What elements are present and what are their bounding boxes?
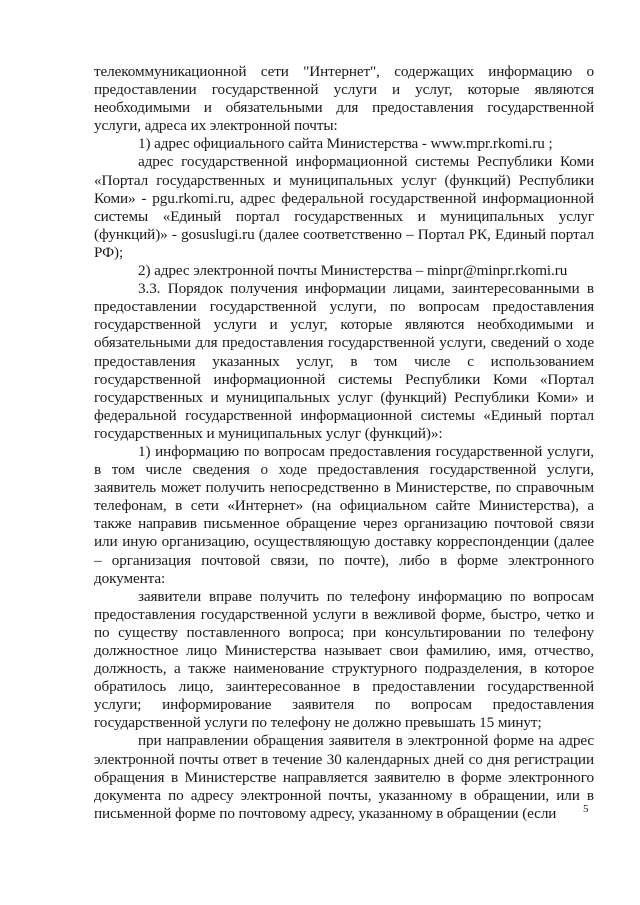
document-body bbox=[94, 63, 594, 823]
paragraph: заявители вправе получить по телефону информацию по вопросам предоставления государственной услуги в вежливой форме, быстро, четко и по существу поставленного вопроса; при консультировании по телефону должностное лицо Министерства называет свои фамилию, имя, отчество, должность, а также наименование структурного подразделения, в которое обратилось лицо, заинтересованное в предоставлении государственной услуги; информирование заявителя по вопросам предоставления государственной услуги по телефону не должно превышать 15 минут; bbox=[94, 587, 594, 732]
paragraph: 3.3. Порядок получения информации лицами, заинтересованными в предоставлении государственной услуги, по вопросам предоставления государственной услуги и услуг, которые являются необходимыми и обязательными для предоставления государственной услуги, сведений о ходе предоставления указанных услуг, в том числе с использованием государственной информационной системы Республики Коми «Портал государственных и муниципальных услуг (функций) Республики Коми» и федеральной государственной информационной системы «Единый портал государственных и муниципальных услуг (функций)»: bbox=[94, 280, 594, 442]
paragraph: 1) информацию по вопросам предоставления государственной услуги, в том числе сведения о ходе предоставления государственной услуги, заявитель может получить непосредственно в Министерстве, по справочным телефонам, в сети «Интернет» (на официальном сайте Министерства), а также направив письменное обращение через организацию почтовой связи или иную организацию, осуществляющую доставку корреспонденции (далее – организация почтовой связи, по почте), либо в форме электронного документа: bbox=[94, 442, 594, 587]
page-number: 5 bbox=[583, 803, 589, 815]
paragraph: адрес государственной информационной системы Республики Коми «Портал государственных и муниципальных услуг (функций) Республики Коми» - pgu.rkomi.ru, адрес федеральной государственной информационной системы «Единый портал государственных и муниципальных услуг (функций)» - gosuslugi.ru (далее соответственно – Портал РК, Единый портал РФ); bbox=[94, 153, 594, 261]
paragraph: 1) адрес официального сайта Министерства - www.mpr.rkomi.ru ; bbox=[138, 135, 553, 153]
paragraph: телекоммуникационной сети "Интернет", содержащих информацию о предоставлении государственной услуги и услуг, которые являются необходимыми и обязательными для предоставления государственной услуги, адреса их электронной почты: bbox=[94, 63, 594, 135]
paragraph: 2) адрес электронной почты Министерства – minpr@minpr.rkomi.ru bbox=[138, 262, 568, 280]
paragraph: при направлении обращения заявителя в электронной форме на адрес электронной почты ответ в течение 30 календарных дней со дня регистрации обращения в Министерстве направляется заявителю в форме электронного документа по адресу электронной почты, указанному в обращении, или в письменной форме по почтовому адресу, указанному в обращении (если bbox=[94, 732, 594, 822]
